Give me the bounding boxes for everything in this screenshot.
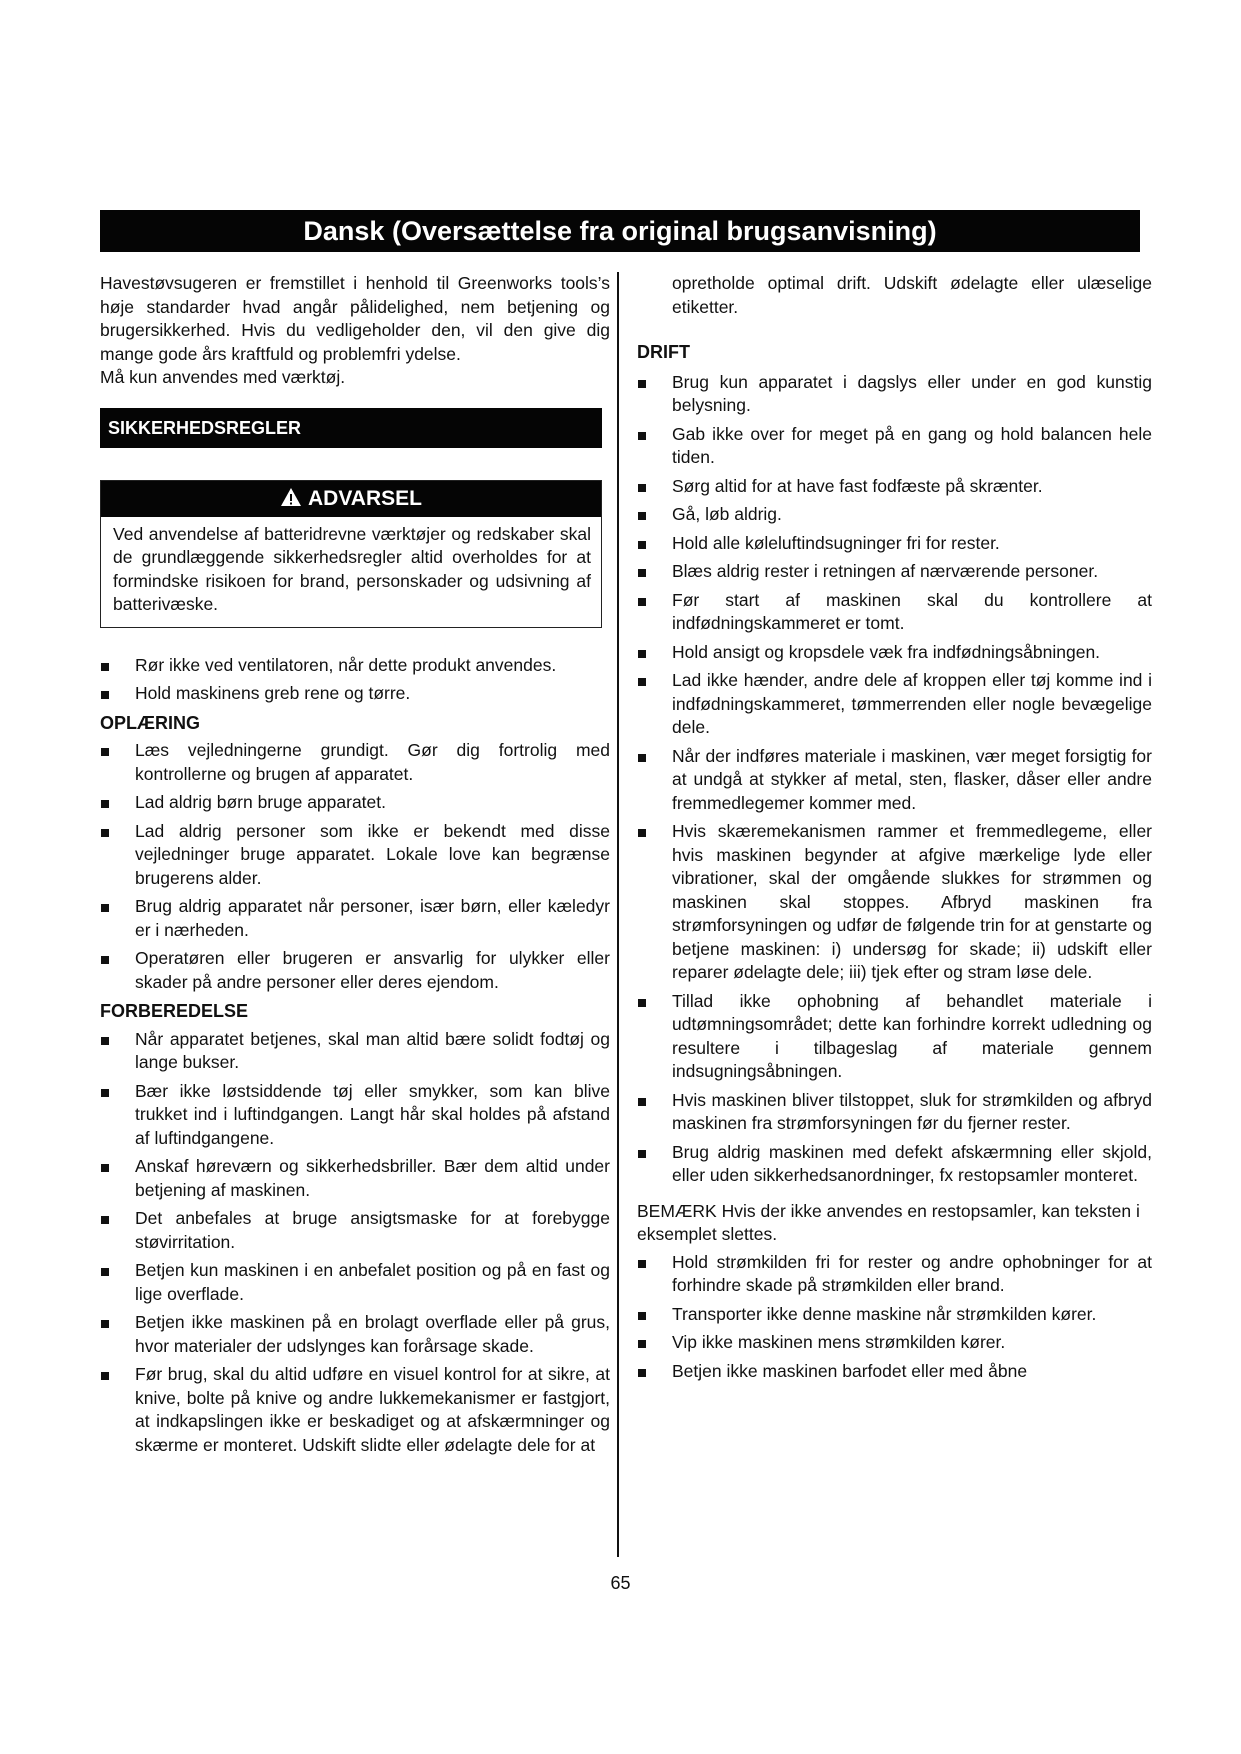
list-item: Vip ikke maskinen mens strømkilden kører. [637,1331,1152,1355]
list-item: Hold alle køleluftindsugninger fri for rester. [637,532,1152,556]
list-item: Hvis skæremekanismen rammer et fremmedlegeme, eller hvis maskinen begynder at afgive mærkelige lyde eller vibrationer, skal der omgående slukkes for strømmen og maskinen skal stoppes. Afbryd maskinen fra strømforsyningen og udfør de følgende trin for at genstarte og betjene maskinen: i) undersøg for skade; ii) udskift eller reparer ødelagte dele; iii) tjek efter og stram løse dele. [637,820,1152,985]
warning-box [100,480,602,628]
preparation-heading: FORBEREDELSE [100,1001,249,1021]
list-item: Hold strømkilden fri for rester og andre ophobninger for at forhindre skade på strømkilden eller brand. [637,1251,1152,1298]
list-item: Sørg altid for at have fast fodfæste på skrænter. [637,475,1152,499]
right-column [637,272,1152,1388]
intro-paragraph: Havestøvsugeren er fremstillet i henhold til Greenworks tools’s høje standarder hvad angår pålidelighed, nem betjening og brugersikkerhed. Hvis du vedligeholder den, vil den give dig mange gode års kraftfuld og problemfri ydelse. [100,273,610,364]
list-item: Hold ansigt og kropsdele væk fra indfødningsåbningen. [637,641,1152,665]
continuation-text: opretholde optimal drift. Udskift ødelagte eller ulæselige etiketter. [672,273,1152,317]
left-column [100,272,610,1462]
list-item: Når apparatet betjenes, skal man altid bære solidt fodtøj og lange bukser. [100,1028,610,1075]
page-number: 65 [610,1573,631,1593]
list-item: Brug kun apparatet i dagslys eller under en god kunstig belysning. [637,371,1152,418]
list-item: Bær ikke løstsiddende tøj eller smykker, som kan blive trukket ind i luftindgangen. Langt hår skal holdes på afstand af luftindgangene. [100,1080,610,1151]
warning-text: Ved anvendelse af batteridrevne værktøjer og redskaber skal de grundlæggende sikkerhedsregler altid overholdes for at formindske risikoen for brand, personskader og udsivning af batterivæske. [113,523,591,614]
operation-heading: DRIFT [637,342,690,362]
list-item: Brug aldrig apparatet når personer, især børn, eller kæledyr er i nærheden. [100,895,610,942]
list-item: Tillad ikke ophobning af behandlet materiale i udtømningsområdet; dette kan forhindre korrekt udledning og resultere i tilbageslag af materiale gennem indsugningsåbningen. [637,990,1152,1084]
warning-label: ADVARSEL [308,486,422,510]
list-item: Betjen kun maskinen i en anbefalet position og på en fast og lige overflade. [100,1259,610,1306]
list-item: Før brug, skal du altid udføre en visuel kontrol for at sikre, at knive, bolte på knive og andre lukkemekanismer er fastgjort, at indkapslingen ikke er beskadiget og at afskærmninger og skærme er monteret. Udskift slidte eller ødelagte dele for at [100,1363,610,1457]
list-item: Når der indføres materiale i maskinen, vær meget forsigtig for at undgå at stykker af metal, sten, flasker, dåser eller andre fremmedlegemer kommer med. [637,745,1152,816]
operation-list [637,371,1152,1188]
training-heading: OPLÆRING [100,712,201,733]
general-bullet-list [100,654,610,706]
preparation-list [100,1028,610,1458]
list-item: Gab ikke over for meget på en gang og hold balancen hele tiden. [637,423,1152,470]
list-item: Det anbefales at bruge ansigtsmaske for at forebygge støvirritation. [100,1207,610,1254]
list-item: Anskaf høreværn og sikkerhedsbriller. Bær dem altid under betjening af maskinen. [100,1155,610,1202]
list-item: Hold maskinens greb rene og tørre. [100,682,610,706]
list-item: Betjen ikke maskinen barfodet eller med åbne [637,1360,1152,1384]
operation-list-continued [637,1251,1152,1384]
list-item: Operatøren eller brugeren er ansvarlig for ulykker eller skader på andre personer eller deres ejendom. [100,947,610,994]
list-item: Lad aldrig personer som ikke er bekendt med disse vejledninger bruge apparatet. Lokale love kan begrænse brugerens alder. [100,820,610,891]
list-item: Brug aldrig maskinen med defekt afskærmning eller skjold, eller uden sikkerhedsanordninger, fx restopsamler monteret. [637,1141,1152,1188]
list-item: Hvis maskinen bliver tilstoppet, sluk for strømkilden og afbryd maskinen fra strømforsyningen før du fjerner rester. [637,1089,1152,1136]
warning-triangle-icon [280,487,302,507]
list-item: Lad aldrig børn bruge apparatet. [100,791,610,815]
intro-tools-note: Må kun anvendes med værktøj. [100,367,346,387]
training-list [100,739,610,994]
warning-header [101,481,601,517]
list-item: Før start af maskinen skal du kontrollere at indfødningskammeret er tomt. [637,589,1152,636]
list-item: Blæs aldrig rester i retningen af nærværende personer. [637,560,1152,584]
list-item: Rør ikke ved ventilatoren, når dette produkt anvendes. [100,654,610,678]
list-item: Lad ikke hænder, andre dele af kroppen eller tøj komme ind i indfødningskammeret, tømmerrenden eller nogle bevægelige dele. [637,669,1152,740]
list-item: Transporter ikke denne maskine når strømkilden kører. [637,1303,1152,1327]
list-item: Læs vejledningerne grundigt. Gør dig fortrolig med kontrollerne og brugen af apparatet. [100,739,610,786]
list-item: Betjen ikke maskinen på en brolagt overflade eller på grus, hvor materialer der udslynges kan forårsage skade. [100,1311,610,1358]
page-title: Dansk (Oversættelse fra original brugsanvisning) [100,210,1140,252]
safety-rules-heading: SIKKERHEDSREGLER [100,408,602,448]
column-divider [617,272,619,1557]
list-item: Gå, løb aldrig. [637,503,1152,527]
note-text: BEMÆRK Hvis der ikke anvendes en restopsamler, kan teksten i eksemplet slettes. [637,1200,1140,1244]
